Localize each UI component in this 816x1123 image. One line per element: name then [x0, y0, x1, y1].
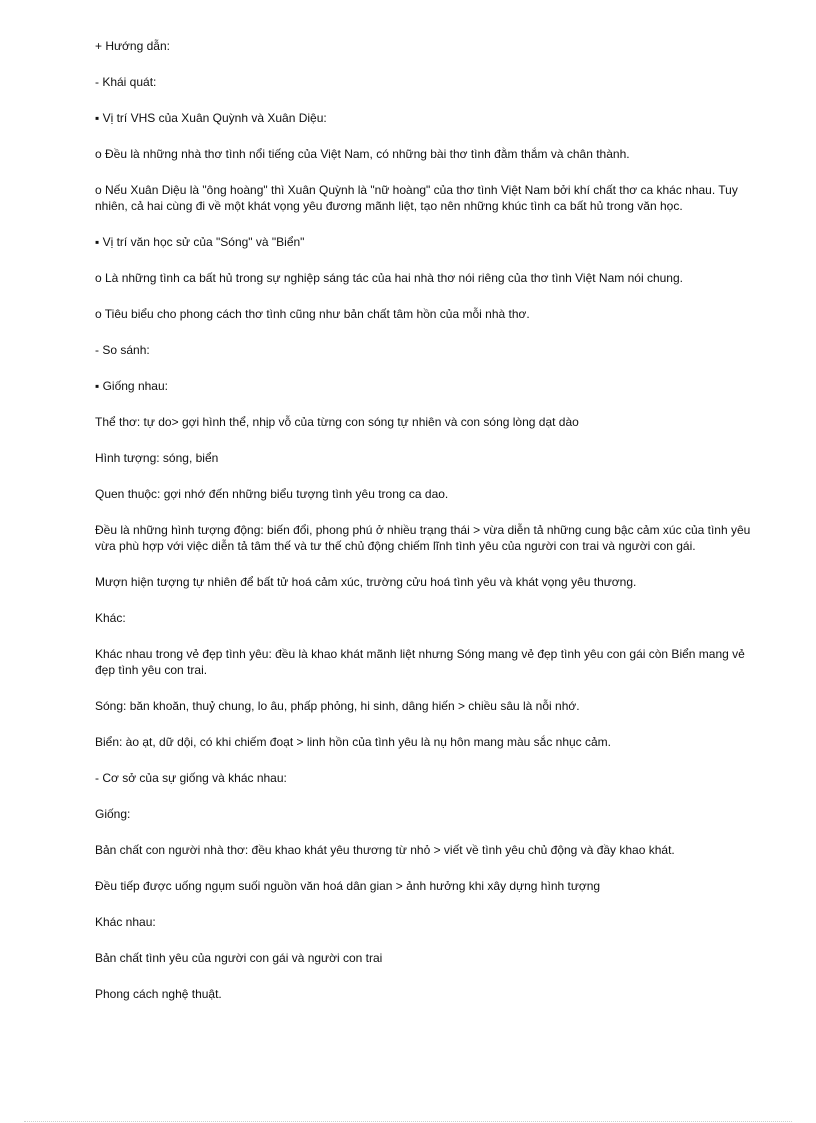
- paragraph-hinh-tuong: Hình tượng: sóng, biển: [95, 451, 219, 465]
- paragraph-hinh-tuong-dong: Đều là những hình tượng động: biến đổi, phong phú ở nhiều trạng thái > vừa diễn tả những cung bậc cảm xúc của tình yêu vừa phù hợp với việc diễn tả tâm thế và tư thế chủ động chiếm lĩnh tình yêu của người con trai và người con gái.: [95, 523, 751, 553]
- paragraph-huong-dan: + Hướng dẫn:: [95, 39, 170, 53]
- paragraph-tinh-ca-bat-hu: o Là những tình ca bất hủ trong sự nghiệp sáng tác của hai nhà thơ nói riêng của thơ tình Việt Nam nói chung.: [95, 271, 683, 285]
- paragraph-giong-nhau: ▪ Giống nhau:: [95, 379, 168, 393]
- paragraph-tieu-bieu: o Tiêu biểu cho phong cách thơ tình cũng như bản chất tâm hồn của mỗi nhà thơ.: [95, 307, 530, 321]
- paragraph-khac: Khác:: [95, 611, 126, 625]
- paragraph-khac-nhau-ve-dep: Khác nhau trong vẻ đẹp tình yêu: đều là khao khát mãnh liệt nhưng Sóng mang vẻ đẹp tình yêu con gái còn Biển mang vẻ đẹp tình yêu con trai.: [95, 647, 745, 677]
- paragraph-deu-la-nha-tho: o Đều là những nhà thơ tình nổi tiếng của Việt Nam, có những bài thơ tình đằm thắm và chân thành.: [95, 147, 630, 161]
- paragraph-co-so: - Cơ sở của sự giống và khác nhau:: [95, 771, 287, 785]
- paragraph-song: Sóng: băn khoăn, thuỷ chung, lo âu, phấp phỏng, hi sinh, dâng hiến > chiều sâu là nỗi nhớ.: [95, 699, 580, 713]
- paragraph-bien: Biển: ào ạt, dữ dội, có khi chiếm đoạt > linh hồn của tình yêu là nụ hôn mang màu sắc nhục cảm.: [95, 735, 612, 749]
- paragraph-ong-hoang-nu-hoang: o Nếu Xuân Diệu là "ông hoàng" thì Xuân Quỳnh là "nữ hoàng" của thơ tình Việt Nam bởi khí chất thơ ca khác nhau. Tuy nhiên, cả hai cùng đi về một khát vọng yêu đương mãnh liệt, tạo nên những khúc tình ca bất hủ trong văn học.: [95, 183, 738, 213]
- paragraph-khai-quat: - Khái quát:: [95, 75, 157, 89]
- paragraph-so-sanh: - So sánh:: [95, 343, 150, 357]
- page-bottom-divider: [24, 1121, 792, 1122]
- paragraph-van-hoa-dan-gian: Đều tiếp được uống ngụm suối nguồn văn hoá dân gian > ảnh hưởng khi xây dựng hình tượng: [95, 879, 601, 893]
- paragraph-the-tho: Thể thơ: tự do> gợi hình thể, nhịp vỗ của từng con sóng tự nhiên và con sóng lòng dạt dào: [95, 415, 579, 429]
- paragraph-vi-tri-vhs: ▪ Vị trí VHS của Xuân Quỳnh và Xuân Diệu:: [95, 111, 327, 125]
- paragraph-khac-nhau: Khác nhau:: [95, 915, 156, 929]
- paragraph-muon-hien-tuong: Mượn hiện tượng tự nhiên để bất tử hoá cảm xúc, trường cửu hoá tình yêu và khát vọng yêu thương.: [95, 575, 637, 589]
- paragraph-giong: Giống:: [95, 807, 131, 821]
- paragraph-ban-chat-con-nguoi: Bản chất con người nhà thơ: đều khao khát yêu thương từ nhỏ > viết về tình yêu chủ động và đầy khao khát.: [95, 843, 675, 857]
- paragraph-phong-cach: Phong cách nghệ thuật.: [95, 987, 222, 1001]
- paragraph-quen-thuoc: Quen thuộc: gợi nhớ đến những biểu tượng tình yêu trong ca dao.: [95, 487, 449, 501]
- paragraph-vi-tri-van-hoc-su: ▪ Vị trí văn học sử của "Sóng" và "Biển": [95, 235, 305, 249]
- paragraph-ban-chat-tinh-yeu: Bản chất tình yêu của người con gái và người con trai: [95, 951, 383, 965]
- document-body: [95, 38, 767, 1022]
